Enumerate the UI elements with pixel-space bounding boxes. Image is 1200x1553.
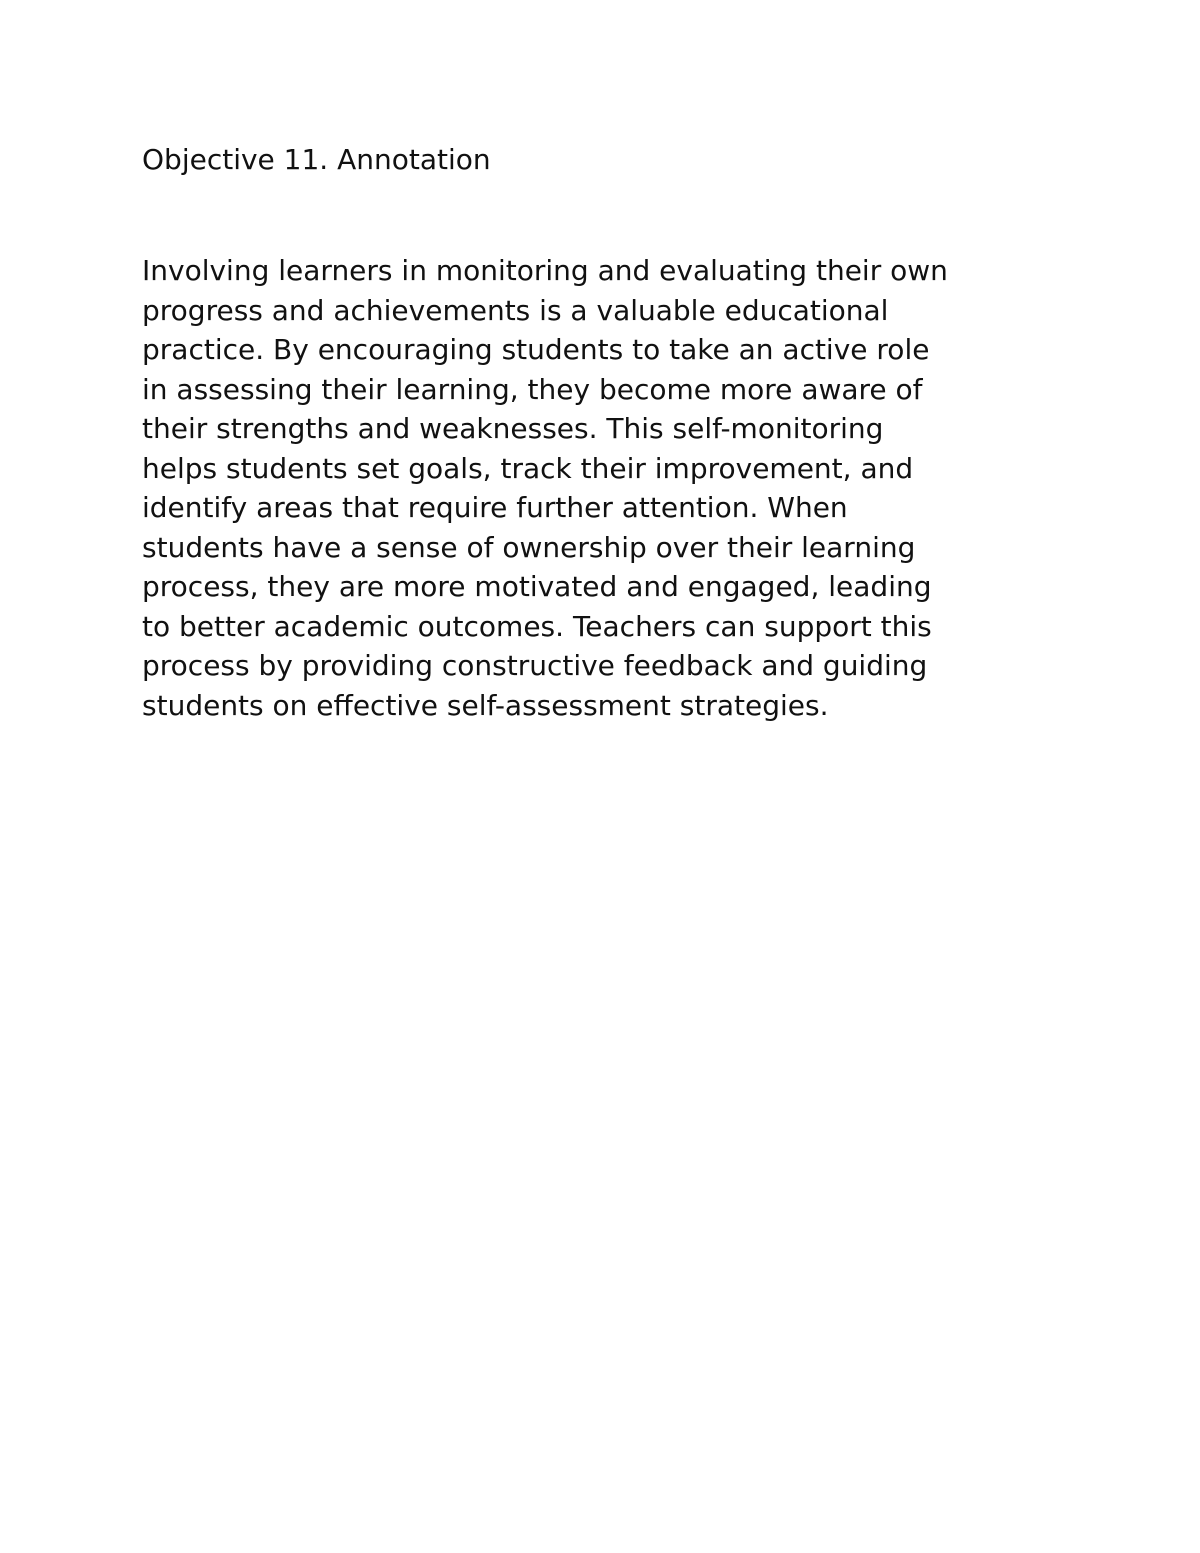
paragraph-line: in assessing their learning, they become more aware of <box>142 372 923 406</box>
paragraph-line: students have a sense of ownership over their learning <box>142 530 916 564</box>
document-title: Objective 11. Annotation <box>142 143 491 176</box>
paragraph-line: to better academic outcomes. Teachers can support this <box>142 609 932 643</box>
paragraph-line: identify areas that require further attention. When <box>142 491 848 524</box>
paragraph-line: practice. By encouraging students to take an active role <box>142 333 930 366</box>
paragraph-line: their strengths and weaknesses. This self-monitoring <box>142 412 884 445</box>
paragraph-line: Involving learners in monitoring and evaluating their own <box>142 254 948 287</box>
body-paragraph <box>142 251 948 725</box>
paragraph-line: process by providing constructive feedback and guiding <box>142 649 928 682</box>
paragraph-line: process, they are more motivated and engaged, leading <box>142 570 932 603</box>
paragraph-line: progress and achievements is a valuable educational <box>142 293 889 327</box>
paragraph-line: students on effective self-assessment strategies. <box>142 688 829 722</box>
paragraph-line: helps students set goals, track their improvement, and <box>142 451 914 485</box>
